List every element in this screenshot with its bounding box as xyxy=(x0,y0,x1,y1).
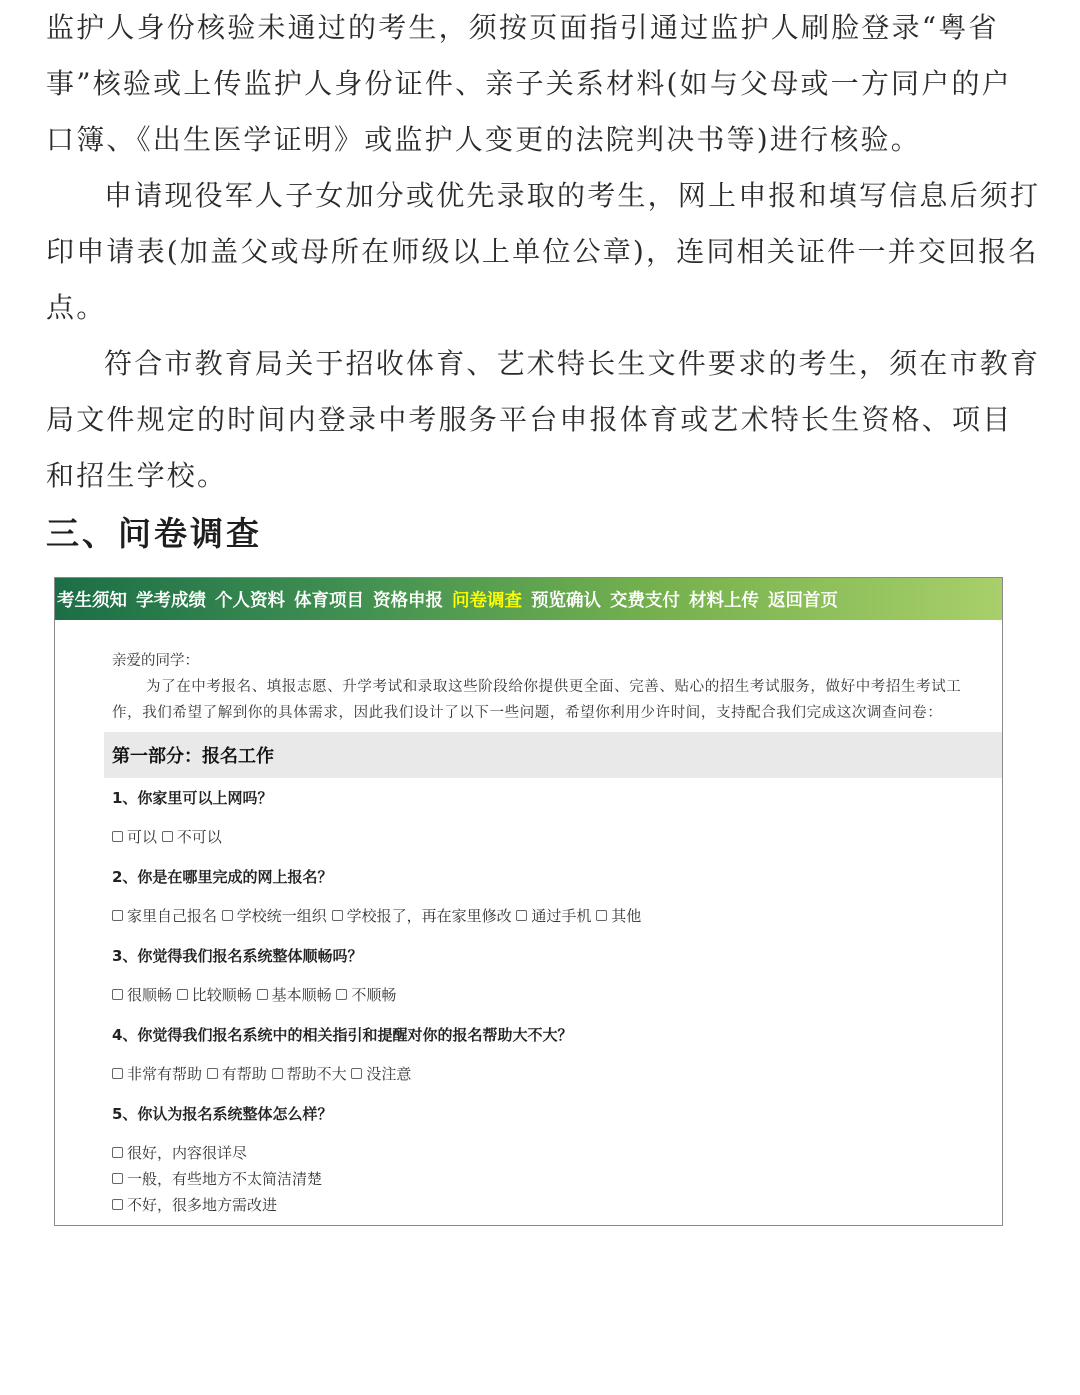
option-label: 可以 xyxy=(127,828,158,846)
question-block xyxy=(112,788,984,847)
option-label: 非常有帮助 xyxy=(127,1065,203,1083)
checkbox[interactable] xyxy=(516,910,527,921)
option-item[interactable] xyxy=(332,907,512,925)
option-item[interactable] xyxy=(112,1169,984,1189)
checkbox[interactable] xyxy=(162,831,173,842)
checkbox[interactable] xyxy=(112,1068,123,1079)
option-item[interactable] xyxy=(162,828,222,846)
checkbox[interactable] xyxy=(272,1068,283,1079)
question-text: 3、你觉得我们报名系统整体顺畅吗？ xyxy=(112,947,363,965)
checkbox[interactable] xyxy=(257,989,268,1000)
option-item[interactable] xyxy=(207,1065,267,1083)
checkbox[interactable] xyxy=(112,831,123,842)
option-label: 学校统一组织 xyxy=(236,907,327,925)
nav-item-3[interactable]: 个人资料 xyxy=(215,590,285,611)
top-nav-bar xyxy=(55,578,1002,620)
nav-item-6[interactable]: 问卷调查 xyxy=(452,590,522,611)
option-item[interactable] xyxy=(222,907,327,925)
option-item[interactable] xyxy=(112,1143,984,1163)
option-label: 帮助不大 xyxy=(286,1065,347,1083)
option-label: 不可以 xyxy=(176,828,222,846)
option-label: 学校报了，再在家里修改 xyxy=(346,907,512,925)
option-label: 很好，内容很详尽 xyxy=(127,1144,248,1162)
nav-item-10[interactable]: 返回首页 xyxy=(768,590,838,611)
nav-item-4[interactable]: 体育项目 xyxy=(294,590,364,611)
option-label: 基本顺畅 xyxy=(271,986,332,1004)
option-label: 有帮助 xyxy=(221,1065,267,1083)
option-label: 比较顺畅 xyxy=(191,986,252,1004)
question-block xyxy=(112,867,984,926)
checkbox[interactable] xyxy=(177,989,188,1000)
option-group xyxy=(112,985,984,1005)
survey-greeting: 亲爱的同学： xyxy=(112,653,199,669)
option-label: 其他 xyxy=(611,907,642,925)
nav-item-1[interactable]: 考生须知 xyxy=(57,590,127,611)
checkbox[interactable] xyxy=(336,989,347,1000)
option-item[interactable] xyxy=(596,907,641,925)
checkbox[interactable] xyxy=(351,1068,362,1079)
question-block xyxy=(112,946,984,1005)
question-list xyxy=(112,788,984,1215)
option-label: 不好，很多地方需改进 xyxy=(127,1196,278,1214)
option-item[interactable] xyxy=(272,1065,347,1083)
nav-item-2[interactable]: 学考成绩 xyxy=(136,590,206,611)
checkbox[interactable] xyxy=(112,1173,123,1184)
checkbox[interactable] xyxy=(112,989,123,1000)
checkbox[interactable] xyxy=(112,1199,123,1210)
section-heading: 三、问卷调查 xyxy=(46,514,262,553)
option-group xyxy=(112,1064,984,1084)
option-label: 没注意 xyxy=(366,1065,412,1083)
nav-item-7[interactable]: 预览确认 xyxy=(531,590,601,611)
option-label: 很顺畅 xyxy=(127,986,173,1004)
paragraph-guardian-verification: 监护人身份核验未通过的考生，须按页面指引通过监护人刷脸登录“粤省事”核验或上传监护人身份证件、亲子关系材料(如与父母或一方同户的户口簿、《出生医学证明》或监护人变更的法院判决书等)进行核验。 xyxy=(46,11,1012,156)
survey-intro: 为了在中考报名、填报志愿、升学考试和录取这些阶段给你提供更全面、完善、贴心的招生考试服务，做好中考招生考试工作，我们希望了解到你的具体需求，因此我们设计了以下一些问题，希望你利用少许时间，支持配合我们完成这次调查问卷： xyxy=(112,679,962,721)
option-group xyxy=(112,827,984,847)
option-label: 家里自己报名 xyxy=(127,907,218,925)
option-item[interactable] xyxy=(112,986,172,1004)
part-title: 第一部分：报名工作 xyxy=(112,746,274,767)
nav-item-5[interactable]: 资格申报 xyxy=(373,590,443,611)
option-label: 一般，有些地方不太简洁清楚 xyxy=(127,1170,323,1188)
option-item[interactable] xyxy=(112,1195,984,1215)
option-item[interactable] xyxy=(257,986,332,1004)
survey-screenshot xyxy=(54,577,1003,1226)
checkbox[interactable] xyxy=(207,1068,218,1079)
option-item[interactable] xyxy=(336,986,396,1004)
document-body xyxy=(46,0,1041,504)
checkbox[interactable] xyxy=(222,910,233,921)
option-item[interactable] xyxy=(177,986,252,1004)
option-item[interactable] xyxy=(516,907,591,925)
option-label: 不顺畅 xyxy=(351,986,397,1004)
question-block xyxy=(112,1104,984,1215)
option-group xyxy=(112,1143,984,1215)
question-text: 4、你觉得我们报名系统中的相关指引和提醒对你的报名帮助大不大？ xyxy=(112,1026,573,1044)
nav-item-9[interactable]: 材料上传 xyxy=(689,590,759,611)
option-item[interactable] xyxy=(112,828,157,846)
checkbox[interactable] xyxy=(112,910,123,921)
checkbox[interactable] xyxy=(332,910,343,921)
paragraph-military-children: 申请现役军人子女加分或优先录取的考生，网上申报和填写信息后须打印申请表(加盖父或母所在师级以上单位公章)，连同相关证件一并交回报名点。 xyxy=(46,179,1041,324)
question-text: 2、你是在哪里完成的网上报名？ xyxy=(112,868,333,886)
option-item[interactable] xyxy=(112,907,217,925)
option-item[interactable] xyxy=(351,1065,411,1083)
checkbox[interactable] xyxy=(596,910,607,921)
question-block xyxy=(112,1025,984,1084)
part-header xyxy=(104,732,1002,778)
nav-item-8[interactable]: 交费支付 xyxy=(610,590,680,611)
paragraph-special-talent: 符合市教育局关于招收体育、艺术特长生文件要求的考生，须在市教育局文件规定的时间内登录中考服务平台申报体育或艺术特长生资格、项目和招生学校。 xyxy=(46,347,1041,492)
checkbox[interactable] xyxy=(112,1147,123,1158)
survey-form xyxy=(55,620,1002,1215)
option-group xyxy=(112,906,984,926)
question-text: 1、你家里可以上网吗？ xyxy=(112,789,273,807)
option-label: 通过手机 xyxy=(531,907,592,925)
option-item[interactable] xyxy=(112,1065,202,1083)
question-text: 5、你认为报名系统整体怎么样？ xyxy=(112,1105,333,1123)
